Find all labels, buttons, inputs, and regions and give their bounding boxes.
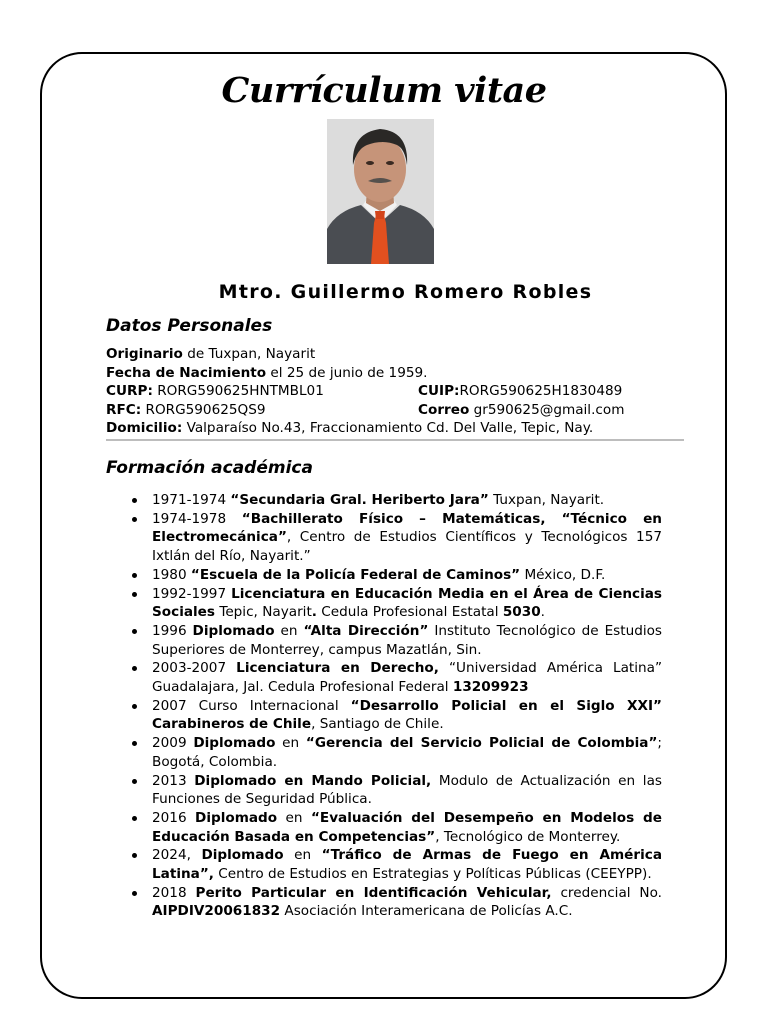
birth-value: el 25 de junio de 1959. [266, 364, 428, 381]
education-item-text: Centro de Estudios en Estrategias y Políticas Públicas (CEEYPP). [213, 866, 652, 883]
education-item-text: en [274, 622, 304, 639]
education-item-text: 1996 [152, 622, 193, 639]
education-item-text: , Tecnológico de Monterrey. [435, 828, 621, 845]
origin-value: de Tuxpan, Nayarit [182, 346, 316, 362]
education-item-text: Asociación Interamericana de Policías A.C. [280, 903, 573, 920]
rfc-label: RFC: [106, 401, 142, 418]
education-item-emphasis: Diplomado [201, 847, 284, 864]
person-name: Mtro. Guillermo Romero Robles [218, 281, 593, 303]
education-item [106, 846, 662, 883]
education-item-emphasis: 13209923 [452, 679, 529, 696]
education-item-emphasis: 5030 [502, 604, 541, 621]
education-item-emphasis: “Gerencia del Servicio Policial de Colombia” [305, 735, 658, 752]
education-item-text: 2018 [152, 884, 196, 901]
education-item [106, 734, 662, 771]
personal-data-block [106, 345, 666, 438]
document-title: Currículum vitae [221, 70, 547, 111]
education-item-text: 2003-2007 [152, 660, 237, 677]
education-item [106, 659, 662, 696]
cuip-field [418, 382, 622, 401]
education-item-emphasis: “Escuela de la Policía Federal de Caminos” [190, 566, 521, 583]
education-item [106, 884, 662, 921]
education-item-text: , Santiago de Chile. [311, 716, 444, 733]
education-item-text: 2009 [152, 735, 194, 752]
education-list [106, 491, 662, 921]
education-item-emphasis: Diplomado [195, 809, 278, 826]
education-item [106, 566, 662, 585]
education-item-text: credencial No. [551, 884, 663, 901]
education-item [106, 622, 662, 659]
education-item-text: 2013 [152, 772, 195, 789]
education-item-text: , Centro de Estudios Científicos y Tecnológicos 157 Ixtlán del Río, Nayarit.” [152, 529, 662, 565]
education-item-emphasis: Perito Particular en Identificación Vehicular, [195, 884, 552, 901]
education-item [106, 809, 662, 846]
education-heading: Formación académica [106, 458, 313, 478]
education-item-emphasis: “Bachillerato Físico – Matemáticas, “Técnico en Electromecánica” [152, 510, 662, 546]
education-item-text: en [275, 735, 306, 752]
origin-row [106, 345, 666, 364]
cuip-label: CUIP: [418, 383, 460, 399]
rfc-email-row [106, 401, 666, 420]
education-item-emphasis: AIPDIV20061832 [152, 903, 281, 920]
email-value: gr590625@gmail.com [469, 401, 625, 418]
education-item-text: “Universidad América Latina” Guadalajara, Jal. Cedula Profesional Federal [152, 660, 662, 696]
education-item-text: 1971-1974 [152, 492, 231, 508]
origin-label: Originario [106, 346, 183, 362]
education-item-emphasis: Licenciatura en Derecho, [236, 660, 439, 677]
address-row [106, 419, 666, 438]
email-field [418, 401, 624, 420]
education-item [106, 491, 662, 510]
education-item-text: . [540, 604, 545, 621]
education-item-text: 1980 [152, 566, 191, 583]
education-item [106, 510, 662, 566]
education-item [106, 585, 662, 622]
education-item-emphasis: “Evaluación del Desempeño en Modelos de Educación Basada en Competencias” [152, 809, 662, 845]
education-item-text: 1992-1997 [152, 585, 232, 602]
education-item-emphasis: . [311, 604, 317, 621]
address-value: Valparaíso No.43, Fraccionamiento Cd. Del Valle, Tepic, Nay. [182, 420, 594, 436]
education-item-emphasis: “Tráfico de Armas de Fuego en América Latina”, [152, 847, 662, 883]
curp-label: CURP: [106, 383, 153, 399]
education-item-emphasis: Diplomado en Mando Policial, [194, 772, 432, 789]
personal-data-heading: Datos Personales [106, 316, 273, 336]
birth-row [106, 364, 666, 383]
education-item-text: ; Bogotá, Colombia. [152, 735, 663, 770]
education-item-text: 1974-1978 [152, 510, 242, 527]
education-item-emphasis: Diplomado [193, 735, 276, 752]
education-item [106, 772, 662, 809]
email-label: Correo [418, 401, 470, 418]
address-label: Domicilio: [106, 420, 183, 436]
rfc-value: RORG590625QS9 [141, 401, 266, 418]
curp-value: RORG590625HNTMBL01 [152, 383, 324, 399]
cuip-value: RORG590625H1830489 [459, 383, 623, 399]
education-item-text: Cedula Profesional Estatal [316, 604, 503, 621]
education-item-text: 2007 Curso Internacional [152, 697, 351, 714]
section-divider [106, 439, 684, 441]
education-item-emphasis: “Alta Dirección” [303, 622, 429, 639]
education-item-emphasis: Diplomado [192, 622, 275, 639]
education-item-text: Modulo de Actualización en las Funciones de Seguridad Pública. [152, 772, 662, 808]
education-item-text: 2016 [152, 809, 196, 826]
education-item-emphasis: “Secundaria Gral. Heriberto Jara” [230, 492, 489, 508]
education-item-text: México, D.F. [520, 566, 606, 583]
education-item-emphasis: Licenciatura en Educación Media en el Área de Ciencias Sociales [152, 585, 662, 621]
birth-label: Fecha de Nacimiento [106, 364, 267, 381]
education-item [106, 697, 662, 734]
education-item-text: Instituto Tecnológico de Estudios Superiores de Monterrey, campus Mazatlán, Sin. [152, 622, 662, 658]
education-item-text: en [277, 809, 311, 826]
education-item-text: 2024, [152, 847, 202, 864]
curp-cuip-row [106, 382, 666, 401]
education-item-emphasis: “Desarrollo Policial en el Siglo XXI” Carabineros de Chile [152, 697, 662, 733]
profile-photo [327, 119, 434, 264]
education-item-text: Tuxpan, Nayarit. [488, 492, 605, 508]
education-item-text: Tepic, Nayarit [215, 604, 312, 621]
education-item-text: en [283, 847, 322, 864]
